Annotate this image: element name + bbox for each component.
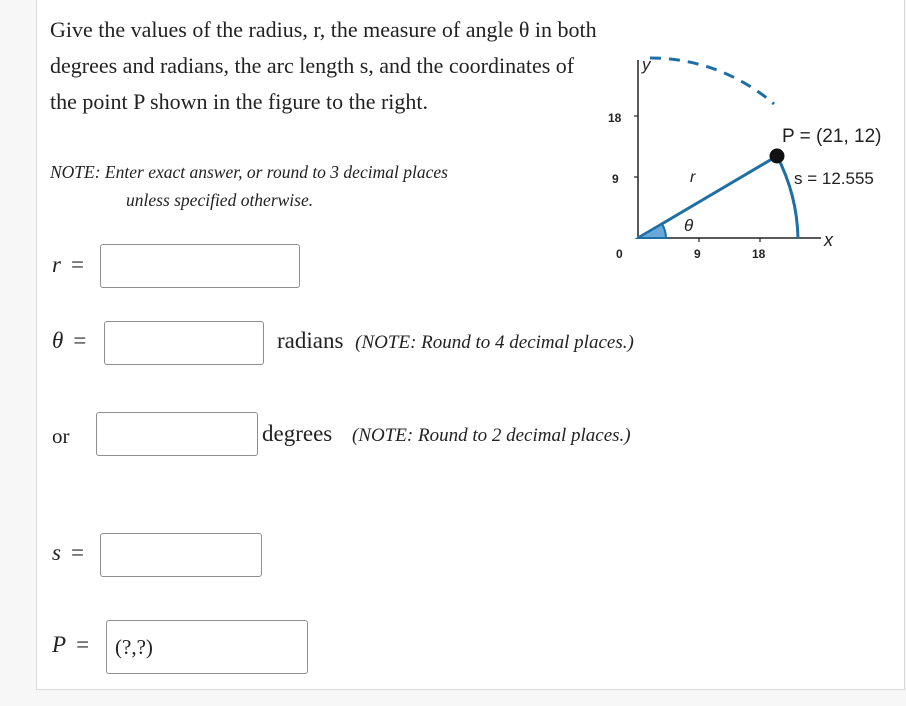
- p-input[interactable]: [106, 620, 308, 674]
- point-p: [770, 149, 785, 164]
- tick-18-y: 18: [608, 111, 622, 125]
- r-row-label: r =: [52, 252, 84, 277]
- r-label: r: [690, 169, 696, 186]
- arc-label: s = 12.555: [794, 169, 874, 188]
- theta-label: θ: [684, 216, 694, 235]
- tick-9-y: 9: [612, 172, 619, 186]
- radians-unit-group: [277, 328, 634, 354]
- y-axis-label: y: [642, 55, 651, 74]
- radians-unit: radians: [277, 328, 344, 353]
- or-label: or: [52, 424, 70, 448]
- theta-radians-input[interactable]: [104, 321, 264, 365]
- s-row-label: s =: [52, 540, 84, 565]
- angle-wedge: [638, 224, 666, 238]
- p-row-label: P =: [52, 632, 90, 657]
- s-input[interactable]: [100, 533, 262, 577]
- theta-row-label: θ =: [52, 328, 87, 353]
- radians-note: (NOTE: Round to 4 decimal places.): [355, 332, 634, 353]
- note-line-2: unless specified otherwise.: [126, 190, 314, 210]
- question-prompt: Give the values of the radius, r, the measure of angle θ in both degrees and radians, the arc length s, and the coordinates of the point P shown in the figure to the right.: [50, 17, 597, 114]
- dashed-arc: [650, 58, 774, 104]
- theta-degrees-input[interactable]: [96, 412, 258, 456]
- figure: [606, 0, 906, 270]
- question-note: [50, 158, 448, 214]
- r-input[interactable]: [100, 244, 300, 288]
- x-axis-label: x: [824, 230, 833, 250]
- point-label: P = (21, 12): [782, 126, 882, 147]
- degrees-unit: degrees: [262, 421, 333, 446]
- degrees-note: (NOTE: Round to 2 decimal places.): [352, 425, 631, 446]
- degrees-unit-group: [262, 421, 631, 447]
- tick-0: 0: [616, 247, 623, 261]
- tick-18-x: 18: [752, 247, 766, 261]
- note-line-1: NOTE: Enter exact answer, or round to 3 decimal places: [50, 162, 448, 182]
- tick-9-x: 9: [694, 247, 701, 261]
